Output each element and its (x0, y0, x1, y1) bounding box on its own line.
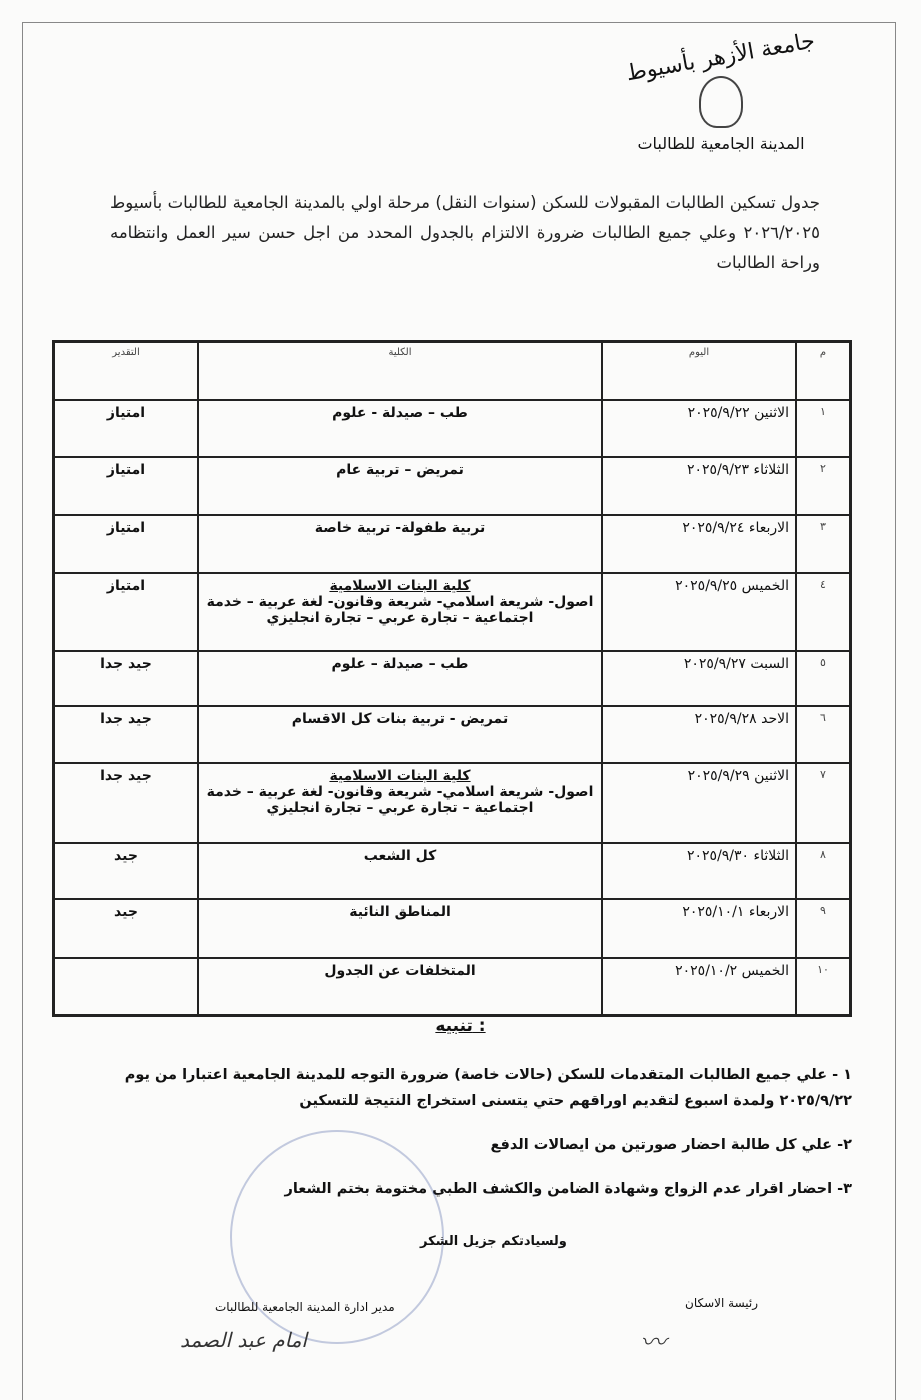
row-grade (54, 651, 199, 706)
row-grade-text: امتياز (106, 462, 146, 478)
row-faculty (198, 515, 602, 573)
row-grade (54, 457, 199, 515)
university-emblem-icon (699, 76, 743, 128)
row-day-text: الاثنين ٢٠٢٥/٩/٢٢ (687, 405, 789, 421)
faculty-text: المناطق النائية (349, 904, 451, 920)
row-number-text: ٣ (820, 520, 826, 533)
faculty-text: تربية طفولة- تربية خاصة (314, 520, 486, 536)
row-faculty (198, 457, 602, 515)
row-day-text: الاربعاء ٢٠٢٥/٩/٢٤ (682, 520, 789, 536)
row-number-text: ٦ (820, 711, 826, 724)
notice-title: تنبيه : (435, 1016, 486, 1036)
row-grade (54, 515, 199, 573)
row-grade-text: جيد جدا (100, 768, 152, 784)
faculty-text: طب – صيدلة - علوم (332, 405, 468, 421)
row-day-text: الخميس ٢٠٢٥/١٠/٢ (675, 963, 789, 979)
housing-head-signature: 〰 (640, 1328, 667, 1358)
row-grade-text: جيد (114, 848, 138, 864)
faculty-text: تمريض – تربية عام (336, 462, 464, 478)
director-signature: امام عبد الصمد (180, 1328, 307, 1352)
faculty-text: اصول- شريعة اسلامي- شريعة وقانون- لغة عربية – خدمة اجتماعية – تجارة عربي – تجارة انجليزي (206, 784, 594, 816)
row-day (602, 706, 796, 763)
row-day (602, 515, 796, 573)
row-day (602, 843, 796, 899)
letterhead (601, 28, 841, 153)
row-faculty (198, 651, 602, 706)
faculty-text: كل الشعب (363, 848, 437, 864)
row-number-text: ٨ (820, 848, 826, 861)
row-number (796, 573, 851, 651)
header-day: اليوم (602, 342, 796, 401)
row-grade (54, 843, 199, 899)
row-faculty (198, 706, 602, 763)
thanks-line: ولسيادتكم جزيل الشكر (420, 1234, 567, 1249)
university-name: جامعة الأزهر بأسيوط (624, 28, 818, 87)
row-grade (54, 958, 199, 1015)
faculty-text: تمريض - تربية بنات كل الاقسام (291, 711, 509, 727)
row-number-text: ١٠ (817, 963, 829, 976)
row-number (796, 899, 851, 958)
table-row (54, 958, 851, 1015)
row-number (796, 457, 851, 515)
table-row (54, 843, 851, 899)
row-faculty (198, 400, 602, 457)
row-faculty (198, 763, 602, 843)
row-grade-text: جيد جدا (100, 656, 152, 672)
row-day (602, 651, 796, 706)
row-grade (54, 899, 199, 958)
row-number (796, 651, 851, 706)
header-num: م (796, 342, 851, 401)
row-faculty (198, 899, 602, 958)
row-day (602, 457, 796, 515)
row-grade (54, 706, 199, 763)
row-day-text: الاثنين ٢٠٢٥/٩/٢٩ (687, 768, 789, 784)
notice-item: ١ - علي جميع الطالبات المتقدمات للسكن (حالات خاصة) ضرورة التوجه للمدينة الجامعية اعتبارا من يوم ٢٠٢٥/٩/٢٢ ولمدة اسبوع لتقديم اوراقهم حتي يتسنى استخراج النتيجة للتسكين (124, 1067, 852, 1109)
faculty-text: اصول- شريعة اسلامي- شريعة وقانون- لغة عربية – خدمة اجتماعية – تجارة عربي – تجارة انجليزي (206, 594, 594, 626)
table-row (54, 515, 851, 573)
row-day (602, 573, 796, 651)
table-row (54, 899, 851, 958)
notice-item: ٢- علي كل طالبة احضار صورتين من ايصالات الدفع (490, 1137, 852, 1153)
row-number (796, 706, 851, 763)
row-day (602, 958, 796, 1015)
row-number-text: ٥ (820, 656, 826, 669)
row-grade-text: امتياز (106, 405, 146, 421)
row-number-text: ٧ (820, 768, 826, 781)
housing-head-title: رئيسة الاسكان (685, 1296, 759, 1310)
row-number (796, 400, 851, 457)
table-header-row (54, 342, 851, 401)
faculty-title: كلية البنات الاسلامية (329, 768, 471, 784)
notice-item: ٣- احضار اقرار عدم الزواج وشهادة الضامن والكشف الطبي مختومة بختم الشعار (284, 1181, 852, 1197)
row-day-text: الثلاثاء ٢٠٢٥/٩/٣٠ (686, 848, 789, 864)
row-grade (54, 573, 199, 651)
notice-list (110, 1062, 852, 1220)
row-grade-text: امتياز (106, 578, 146, 594)
table-row (54, 651, 851, 706)
faculty-text: طب – صيدلة – علوم (331, 656, 469, 672)
row-day (602, 899, 796, 958)
row-number (796, 515, 851, 573)
row-day (602, 763, 796, 843)
row-faculty (198, 958, 602, 1015)
row-grade (54, 763, 199, 843)
table-row (54, 457, 851, 515)
faculty-text: المتخلفات عن الجدول (324, 963, 476, 979)
row-grade-text: جيد جدا (100, 711, 152, 727)
department-name: المدينة الجامعية للطالبات (637, 134, 805, 153)
director-title: مدير ادارة المدينة الجامعية للطالبات (215, 1300, 395, 1314)
row-number-text: ٩ (820, 904, 826, 917)
intro-paragraph: جدول تسكين الطالبات المقبولات للسكن (سنوات النقل) مرحلة اولي بالمدينة الجامعية للطالبات بأسيوط ٢٠٢٦/٢٠٢٥ وعلي جميع الطالبات ضرورة الالتزام بالجدول المحدد من اجل حسن سير العمل وانتظامه وراحة الطالبات (110, 193, 820, 272)
row-day-text: الاحد ٢٠٢٥/٩/٢٨ (694, 711, 789, 727)
row-number-text: ٤ (820, 578, 826, 591)
header-faculty: الكلية (198, 342, 602, 401)
table-row (54, 706, 851, 763)
table-row (54, 400, 851, 457)
table-row (54, 573, 851, 651)
row-day-text: الاربعاء ٢٠٢٥/١٠/١ (682, 904, 789, 920)
row-day-text: الخميس ٢٠٢٥/٩/٢٥ (675, 578, 789, 594)
table-row (54, 763, 851, 843)
row-grade-text: جيد (114, 904, 138, 920)
row-faculty (198, 843, 602, 899)
row-number (796, 843, 851, 899)
row-number-text: ٢ (820, 462, 826, 475)
header-grade: التقدير (54, 342, 199, 401)
row-grade (54, 400, 199, 457)
row-grade-text: امتياز (106, 520, 146, 536)
row-number (796, 958, 851, 1015)
row-number-text: ١ (820, 405, 826, 418)
row-day-text: الثلاثاء ٢٠٢٥/٩/٢٣ (686, 462, 789, 478)
row-faculty (198, 573, 602, 651)
row-day (602, 400, 796, 457)
faculty-title: كلية البنات الاسلامية (329, 578, 471, 594)
row-day-text: السبت ٢٠٢٥/٩/٢٧ (683, 656, 789, 672)
schedule-table (52, 340, 852, 1017)
row-number (796, 763, 851, 843)
